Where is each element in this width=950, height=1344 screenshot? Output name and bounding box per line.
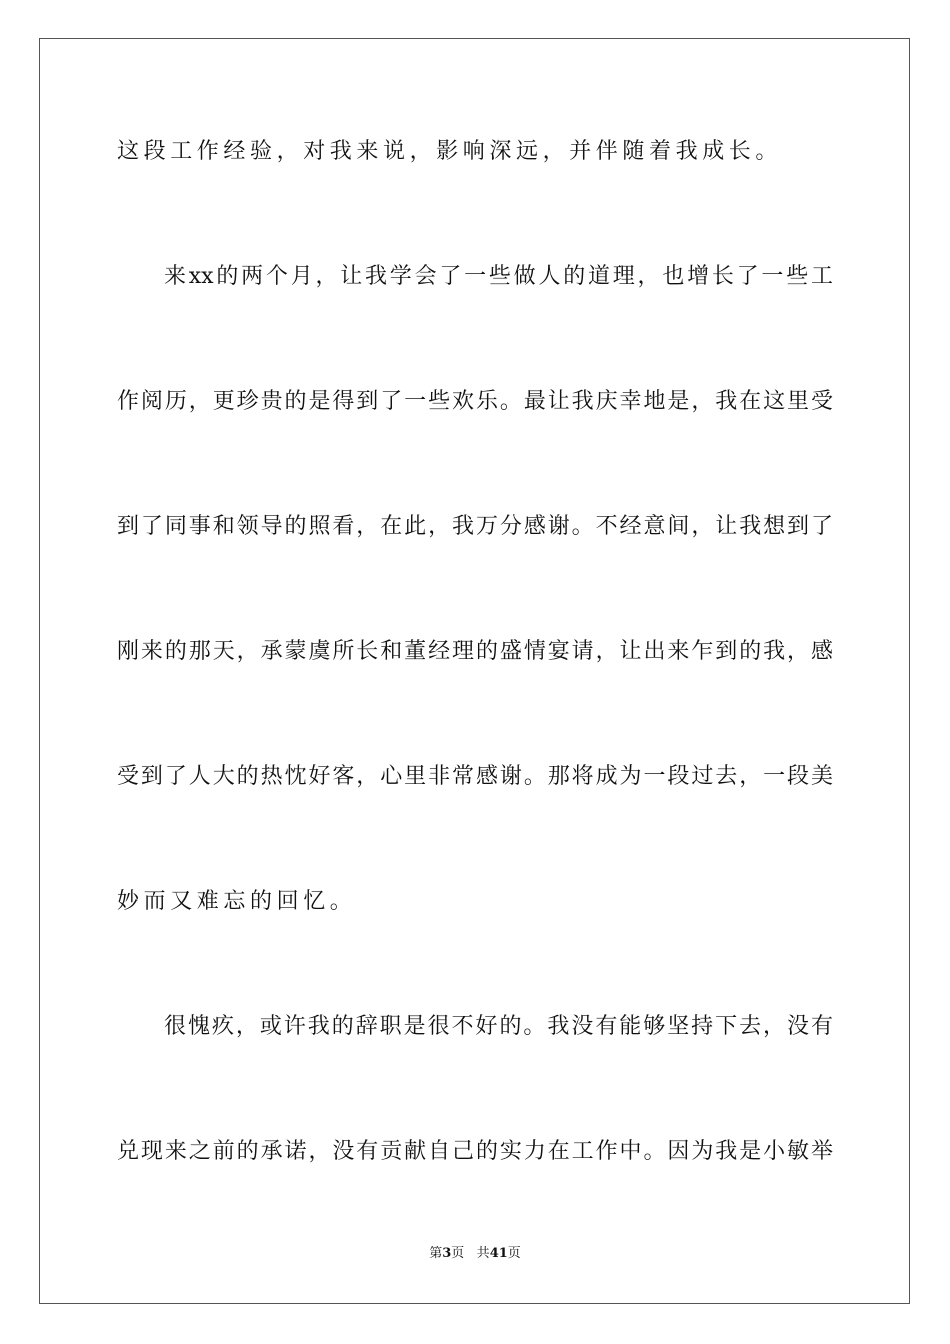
text-line-5: 刚来的那天，承蒙虞所长和董经理的盛情宴请，让出来乍到的我，感 <box>117 639 833 664</box>
text-line-6: 受到了人大的热忱好客，心里非常感谢。那将成为一段过去，一段美 <box>117 764 833 789</box>
total-suffix: 页 <box>507 1246 521 1261</box>
text-line-9: 兑现来之前的承诺，没有贡献自己的实力在工作中。因为我是小敏举 <box>117 1139 833 1164</box>
text-line-7: 妙而又难忘的回忆。 <box>117 889 357 914</box>
page-number: 3 <box>442 1246 452 1261</box>
page-footer <box>0 1245 950 1263</box>
page-prefix: 第 <box>429 1246 443 1261</box>
text-line-2: 来xx的两个月，让我学会了一些做人的道理，也增长了一些工 <box>164 264 833 289</box>
text-line-8: 很愧疚，或许我的辞职是很不好的。我没有能够坚持下去，没有 <box>164 1014 833 1039</box>
text-line-4: 到了同事和领导的照看，在此，我万分感谢。不经意间，让我想到了 <box>117 514 833 539</box>
page-suffix: 页 <box>451 1246 465 1261</box>
text-line-3: 作阅历，更珍贵的是得到了一些欢乐。最让我庆幸地是，我在这里受 <box>117 389 833 414</box>
total-pages: 41 <box>489 1246 508 1261</box>
total-prefix: 共 <box>476 1246 490 1261</box>
page-border <box>39 38 910 1304</box>
text-line-1: 这段工作经验，对我来说，影响深远，并伴随着我成长。 <box>117 139 783 164</box>
